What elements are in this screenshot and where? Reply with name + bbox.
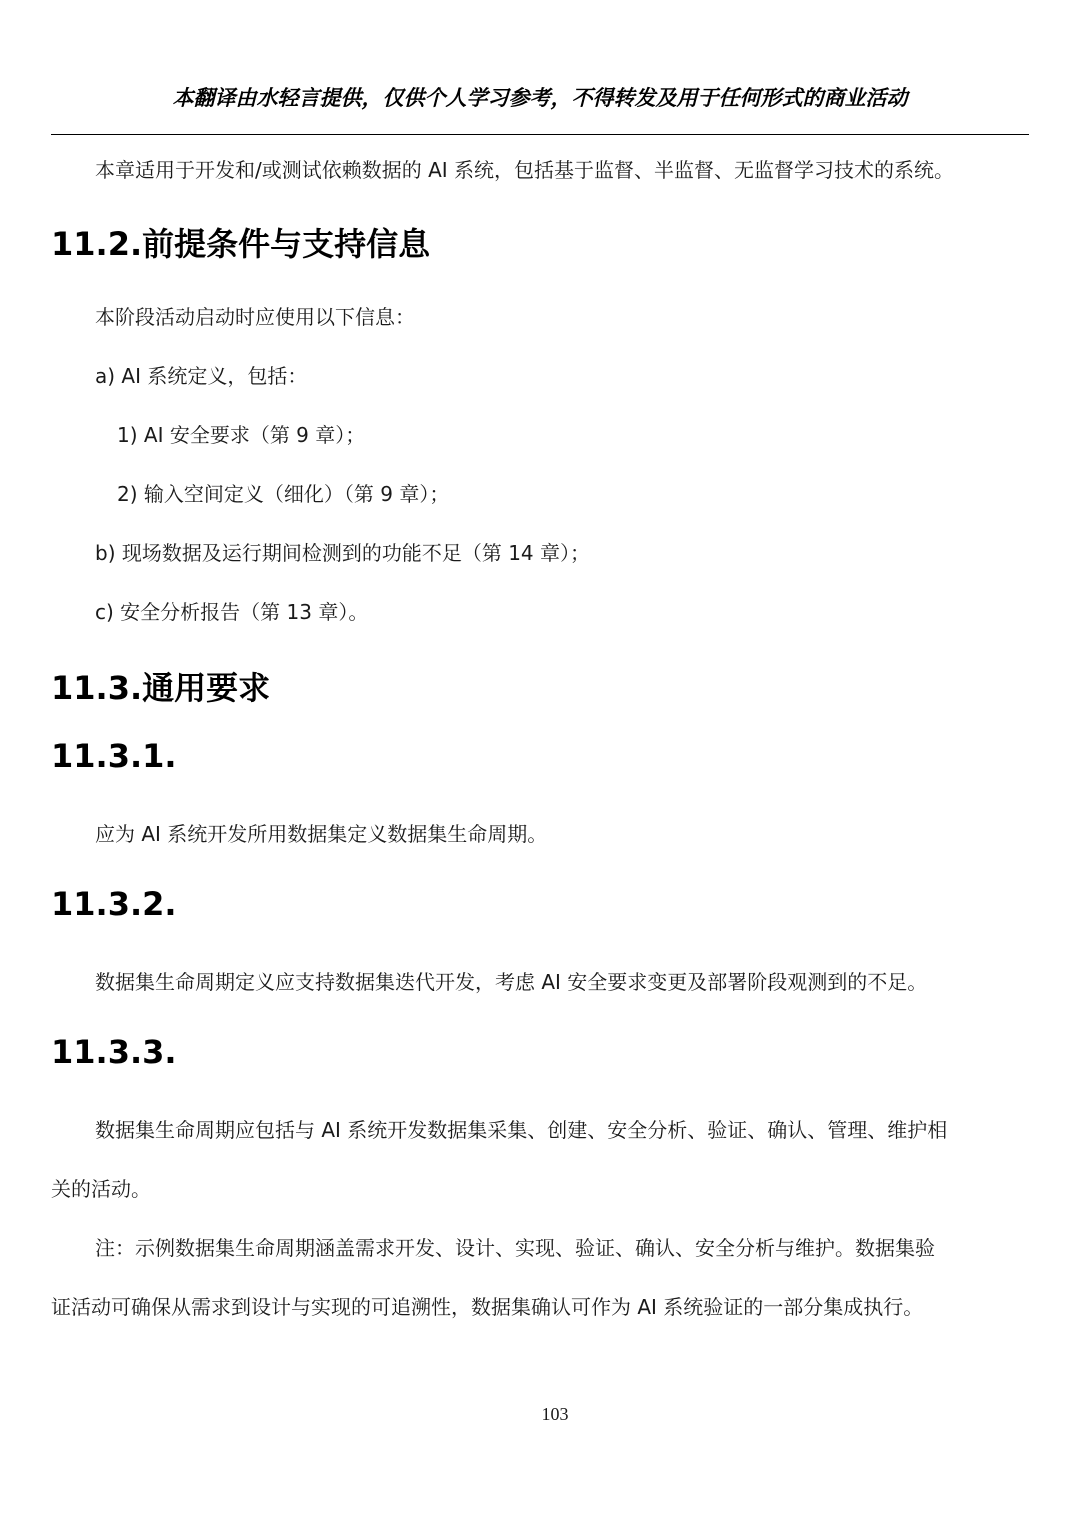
requirement-11-3-1: 应为 AI 系统开发所用数据集定义数据集生命周期。 <box>95 822 548 846</box>
requirement-11-3-3-line1: 数据集生命周期应包括与 AI 系统开发数据集采集、创建、安全分析、验证、确认、管理、维护相 <box>95 1118 948 1142</box>
section-heading-11-3: 11.3.通用要求 <box>51 669 271 707</box>
prerequisites-lead: 本阶段活动启动时应使用以下信息： <box>95 305 415 329</box>
subsection-heading-11-3-2: 11.3.2. <box>51 885 177 923</box>
requirement-11-3-2: 数据集生命周期定义应支持数据集迭代开发，考虑 AI 安全要求变更及部署阶段观测到的不足。 <box>95 970 928 994</box>
note-line2: 证活动可确保从需求到设计与实现的可追溯性，数据集确认可作为 AI 系统验证的一部分集成执行。 <box>51 1295 924 1319</box>
section-heading-11-2: 11.2.前提条件与支持信息 <box>51 225 431 263</box>
list-item-a: a) AI 系统定义，包括： <box>95 364 308 388</box>
note-line1: 注：示例数据集生命周期涵盖需求开发、设计、实现、验证、确认、安全分析与维护。数据集验 <box>95 1236 935 1260</box>
subsection-heading-11-3-3: 11.3.3. <box>51 1033 177 1071</box>
list-item-a1: 1) AI 安全要求（第 9 章）； <box>117 423 366 447</box>
list-item-a2: 2) 输入空间定义（细化）（第 9 章）； <box>117 482 450 506</box>
page-header: 本翻译由水轻言提供，仅供个人学习参考，不得转发及用于任何形式的商业活动 <box>172 86 908 110</box>
page-number: 103 <box>541 1404 569 1424</box>
subsection-heading-11-3-1: 11.3.1. <box>51 737 177 775</box>
requirement-11-3-3-line2: 关的活动。 <box>51 1177 151 1201</box>
intro-paragraph: 本章适用于开发和/或测试依赖数据的 AI 系统，包括基于监督、半监督、无监督学习技术的系统。 <box>95 158 955 182</box>
list-item-c: c) 安全分析报告（第 13 章）。 <box>95 600 369 624</box>
header-divider <box>51 134 1029 135</box>
list-item-b: b) 现场数据及运行期间检测到的功能不足（第 14 章）； <box>95 541 591 565</box>
